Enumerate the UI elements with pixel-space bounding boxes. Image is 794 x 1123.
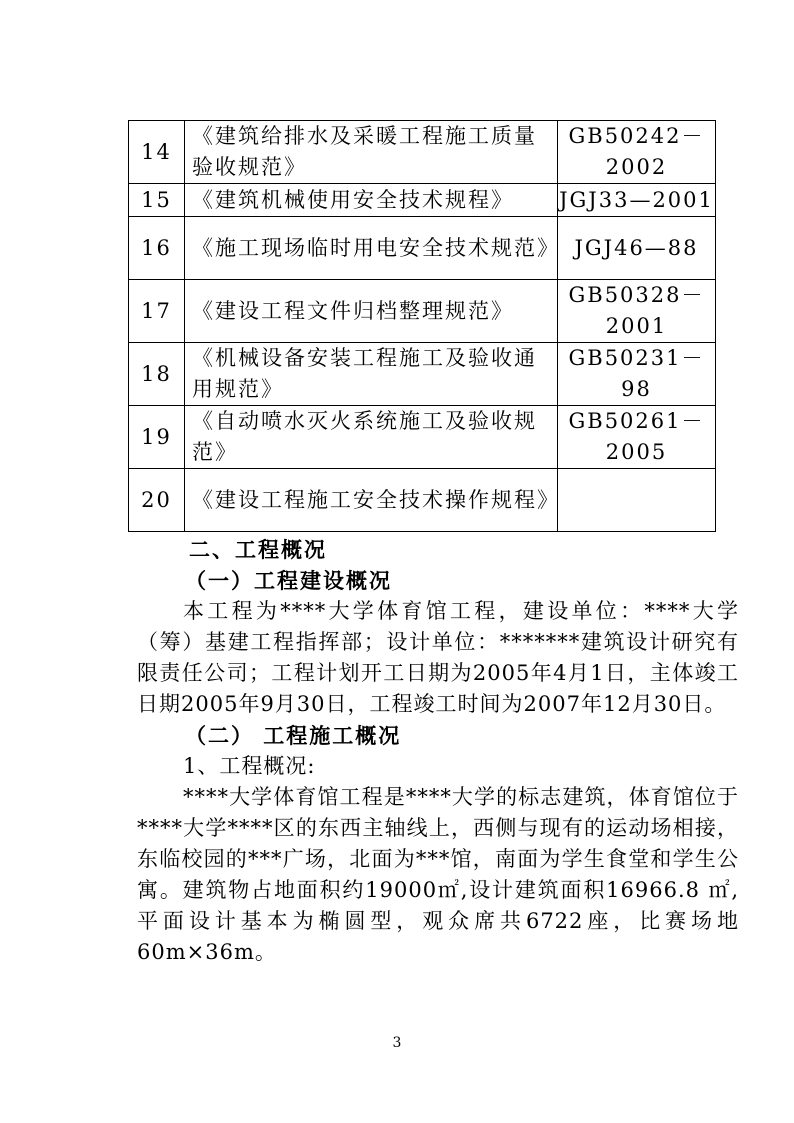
standard-code: GB50328－2001 xyxy=(558,280,716,343)
table-row xyxy=(129,406,716,469)
standard-code: GB50261－2005 xyxy=(558,406,716,469)
item-title: 1、工程概况: xyxy=(183,754,316,778)
standard-code: JGJ46—88 xyxy=(558,217,716,280)
section-heading: 二、工程概况 xyxy=(189,537,327,562)
standard-name: 《建设工程文件归档整理规范》 xyxy=(185,280,558,343)
row-number: 19 xyxy=(129,406,185,469)
standard-name: 《建筑机械使用安全技术规程》 xyxy=(185,184,558,217)
standard-name: 《自动喷水灭火系统施工及验收规范》 xyxy=(185,406,558,469)
row-number: 20 xyxy=(129,469,185,532)
table-row xyxy=(129,184,716,217)
project-overview-paragraph: ****大学体育馆工程是****大学的标志建筑，体育馆位于****大学****区的东西主轴线上，西侧与现有的运动场相接，东临校园的***广场，北面为***馆，南面为学生食堂和学生公寓。建筑物占地面积约19000㎡,设计建筑面积16966.8 ㎡,平面设计基本为椭圆型，观众席共6722座，比赛场地60m×36m。 xyxy=(137,785,739,964)
subsection-heading: （一）工程建设概况 xyxy=(185,568,392,593)
row-number: 18 xyxy=(129,343,185,406)
standards-table xyxy=(128,120,716,532)
construction-overview-paragraph: 本工程为****大学体育馆工程，建设单位：****大学（筹）基建工程指挥部；设计单位：*******建筑设计研究有限责任公司；工程计划开工日期为2005年4月1日，主体竣工日期2005年9月30日，工程竣工时间为2007年12月30日。 xyxy=(137,599,739,716)
table-row xyxy=(129,121,716,184)
table-row xyxy=(129,343,716,406)
standard-name: 《机械设备安装工程施工及验收通用规范》 xyxy=(185,343,558,406)
table-row xyxy=(129,469,716,532)
subsection-heading: （二） 工程施工概况 xyxy=(185,723,402,748)
standard-code: JGJ33—2001 xyxy=(558,184,716,217)
body-text xyxy=(137,534,739,968)
row-number: 15 xyxy=(129,184,185,217)
standard-code: GB50242－2002 xyxy=(558,121,716,184)
standard-name: 《施工现场临时用电安全技术规范》 xyxy=(185,217,558,280)
standard-name: 《建设工程施工安全技术操作规程》 xyxy=(185,469,558,532)
standard-code: GB50231－98 xyxy=(558,343,716,406)
page-number: 3 xyxy=(392,1035,402,1051)
standard-name: 《建筑给排水及采暖工程施工质量验收规范》 xyxy=(185,121,558,184)
table-row xyxy=(129,217,716,280)
row-number: 17 xyxy=(129,280,185,343)
row-number: 14 xyxy=(129,121,185,184)
standard-code xyxy=(558,469,716,532)
row-number: 16 xyxy=(129,217,185,280)
table-row xyxy=(129,280,716,343)
